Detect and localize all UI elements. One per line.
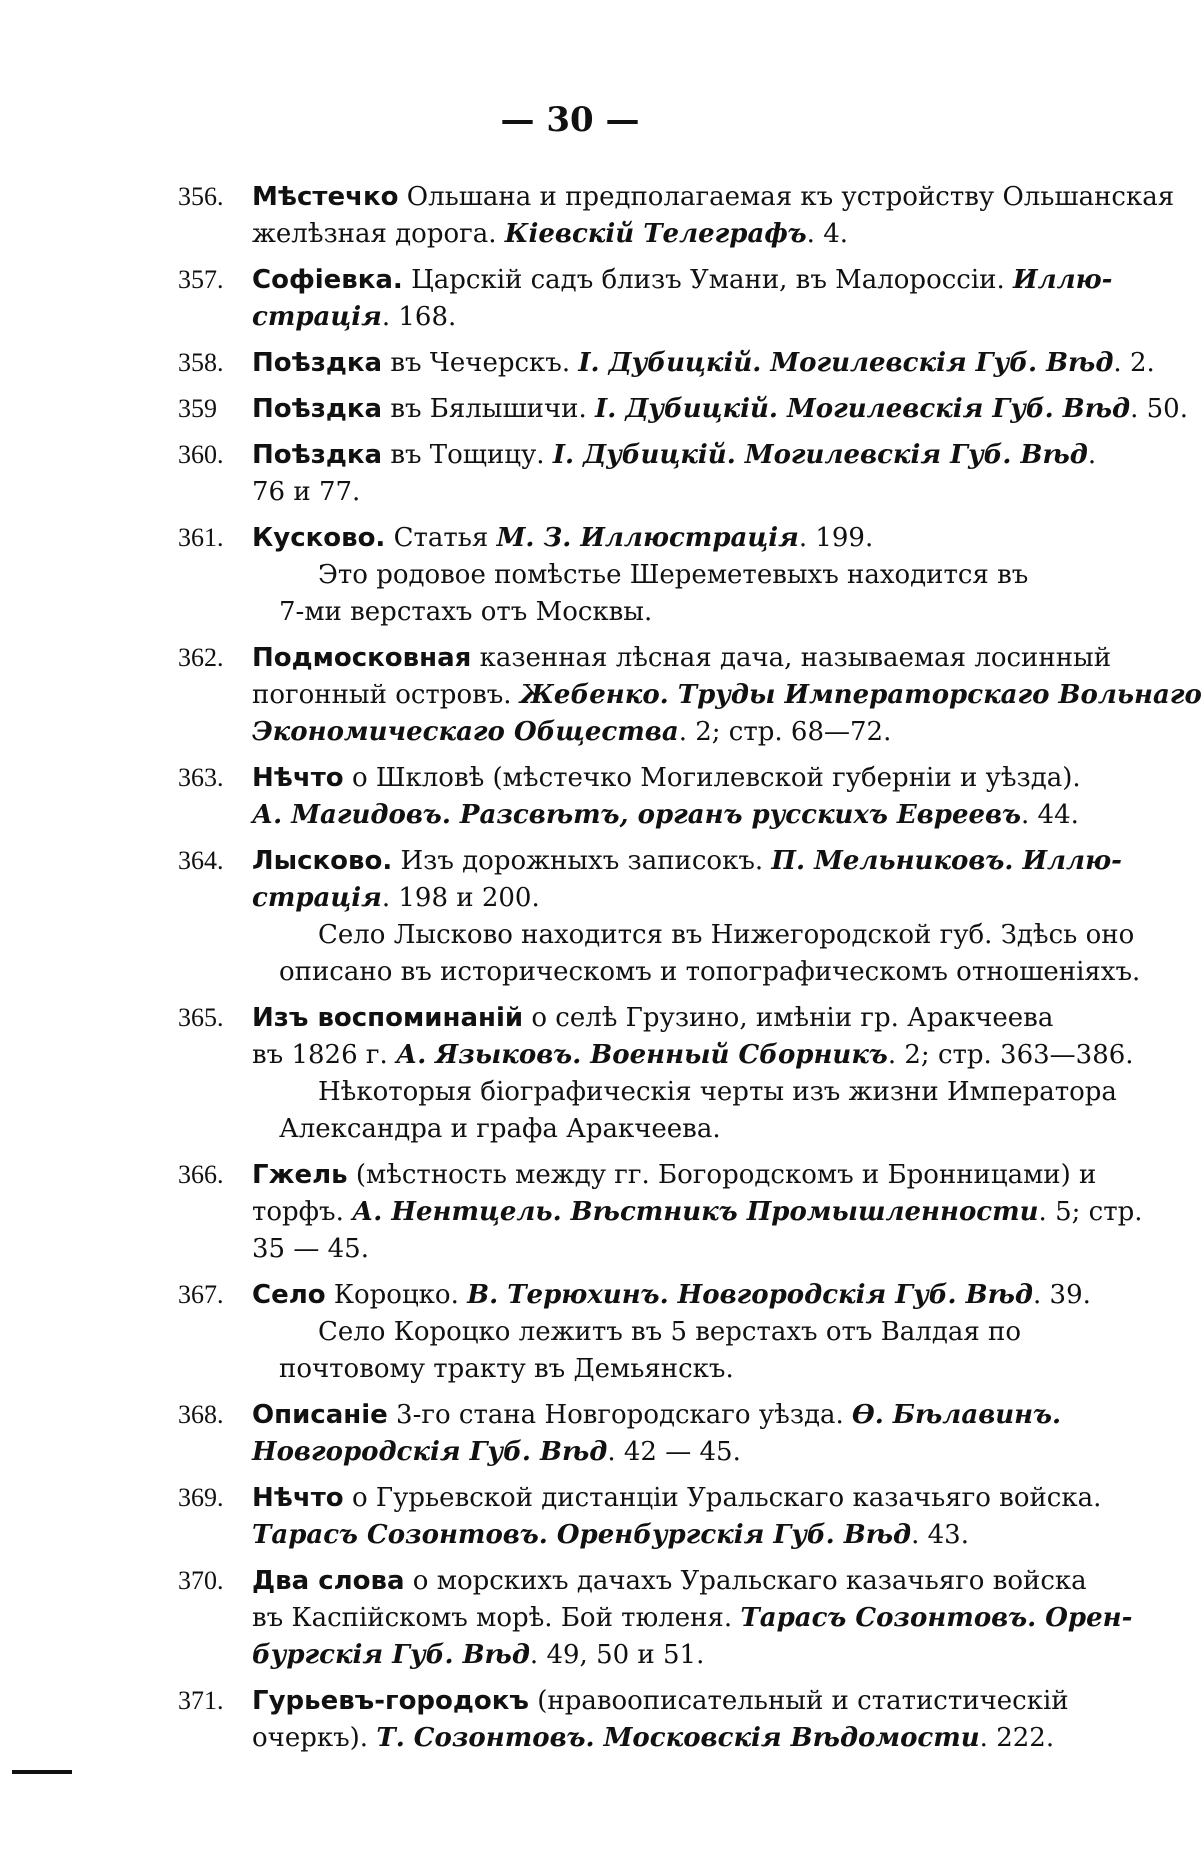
- entry-text: казенная лѣсная дача, называемая лосинный: [471, 643, 1112, 673]
- entry-line: [178, 714, 1088, 751]
- entry-note: Александра и графа Аракчеева.: [279, 1114, 721, 1144]
- entry-text: очеркъ).: [252, 1723, 377, 1753]
- bibliography-entry: [178, 1276, 1091, 1388]
- page-number: — 30 —: [500, 100, 640, 140]
- entry-note: почтовому тракту въ Демьянскъ.: [279, 1354, 734, 1384]
- entry-text: . 198 и 200.: [381, 883, 540, 913]
- entry-text: Статья: [385, 523, 497, 553]
- entry-text: . 39.: [1033, 1280, 1091, 1310]
- entry-text: въ 1826 г.: [252, 1040, 397, 1070]
- bibliography-entry: [178, 1156, 1143, 1268]
- entry-number: 360.: [178, 440, 224, 469]
- entry-text: (нравоописательный и статистическій: [528, 1686, 1069, 1716]
- entry-number: 363.: [178, 763, 224, 792]
- entry-note: Нѣкоторыя біографическія черты изъ жизни Императора: [318, 1077, 1117, 1107]
- entry-text: о Шкловѣ (мѣстечко Могилевской губерніи и уѣзда).: [343, 763, 1081, 793]
- entry-note: Это родовое помѣстье Шереметевыхъ находится въ: [318, 560, 1029, 590]
- entry-text: въ Бялышичи.: [382, 394, 596, 424]
- entry-text: . 4.: [806, 219, 849, 249]
- bibliography-entry: [178, 842, 1141, 991]
- entry-citation: А. Нентцель. Вѣстникъ Промышленности: [352, 1197, 1039, 1227]
- entry-keyword: Мѣстечко: [252, 182, 399, 212]
- entry-line: [178, 299, 1088, 336]
- entry-line: [178, 1276, 1091, 1314]
- entry-citation: Т. Созонтовъ. Московскія Вѣдомости: [376, 1723, 980, 1753]
- entry-text: . 5; стр.: [1038, 1197, 1143, 1227]
- entry-number: 358.: [178, 348, 224, 377]
- bibliography-entry: [178, 344, 1155, 382]
- bibliography-list: [178, 178, 1202, 1765]
- entry-line: [178, 1156, 1097, 1194]
- entry-line: [178, 1720, 1088, 1757]
- entry-line: [178, 759, 1088, 797]
- entry-citation: В. Терюхинъ. Новгородскія Губ. Вѣд: [467, 1280, 1034, 1310]
- entry-line: [178, 216, 1088, 253]
- entry-number: 365.: [178, 1003, 224, 1032]
- entry-citation: Тарасъ Созонтовъ. Орен-: [740, 1603, 1133, 1633]
- entry-note: 7-ми верстахъ отъ Москвы.: [279, 597, 653, 627]
- bibliography-entry: [178, 1562, 1133, 1674]
- entry-number: 366.: [178, 1160, 224, 1189]
- entry-text: о селѣ Грузино, имѣніи гр. Аракчеева: [523, 1003, 1054, 1033]
- entry-number: 371.: [178, 1686, 224, 1715]
- entry-citation: бургскія Губ. Вѣд: [252, 1640, 530, 1670]
- entry-line: [178, 797, 1088, 834]
- entry-text: въ Тощицу.: [382, 440, 553, 470]
- entry-note: Село Лысково находится въ Нижегородской губ. Здѣсь оно: [318, 920, 1135, 950]
- entry-citation: Экономическаго Общества: [252, 717, 679, 747]
- entry-text: (мѣстность между гг. Богородскомъ и Бронницами) и: [347, 1160, 1097, 1190]
- bibliography-entry: [178, 639, 1202, 751]
- entry-line: [178, 344, 1155, 382]
- entry-keyword: Два слова: [252, 1566, 405, 1596]
- entry-text: . 2.: [1113, 348, 1155, 378]
- bibliography-entry: [178, 1479, 1102, 1554]
- entry-number: 368.: [178, 1400, 224, 1429]
- entry-citation: Ѳ. Бѣлавинъ.: [852, 1400, 1062, 1430]
- entry-citation: І. Дубицкій. Могилевскія Губ. Вѣд: [595, 394, 1131, 424]
- entry-keyword: Поѣздка: [252, 440, 383, 470]
- entry-keyword: Кусково.: [252, 523, 386, 553]
- bibliography-entry: [178, 759, 1088, 834]
- entry-text: желѣзная дорога.: [252, 219, 505, 249]
- entry-citation: Кіевскій Телеграфъ: [504, 219, 807, 249]
- entry-line: [178, 1600, 1133, 1637]
- entry-text: . 42 — 45.: [607, 1437, 741, 1467]
- entry-text: о морскихъ дачахъ Уральскаго казачьяго войска: [404, 1566, 1087, 1596]
- entry-citation: Иллю-: [1013, 265, 1113, 295]
- entry-line: [178, 390, 1188, 428]
- entry-keyword: Подмосковная: [252, 643, 472, 673]
- entry-line: [178, 1194, 1143, 1231]
- entry-number: 369.: [178, 1483, 224, 1512]
- entry-keyword: Нѣчто: [252, 1483, 344, 1513]
- entry-text: о Гурьевской дистанціи Уральскаго казачьяго войска.: [343, 1483, 1102, 1513]
- entry-citation: Жебенко. Труды Императорскаго Вольнаго: [519, 680, 1202, 710]
- entry-line: [178, 178, 1175, 216]
- entry-text: 3-го стана Новгородскаго уѣзда.: [387, 1400, 853, 1430]
- entry-keyword: Гжель: [252, 1160, 348, 1190]
- entry-text: . 44.: [1021, 800, 1079, 830]
- entry-line: [178, 1637, 1088, 1674]
- bibliography-entry: [178, 436, 1097, 511]
- entry-citation: І. Дубицкій. Могилевскія Губ. Вѣд: [578, 348, 1114, 378]
- entry-citation: А. Языковъ. Военный Сборникъ: [396, 1040, 888, 1070]
- entry-text: . 50.: [1130, 394, 1188, 424]
- entry-line: [178, 1479, 1102, 1517]
- entry-text: . 199.: [798, 523, 874, 553]
- entry-number: 359: [178, 394, 217, 423]
- entry-citation: страція: [252, 302, 382, 332]
- entry-text: Изъ дорожныхъ записокъ.: [392, 846, 772, 876]
- margin-mark: [12, 1770, 72, 1774]
- entry-citation: Тарасъ Созонтовъ. Оренбургскія Губ. Вѣд: [252, 1520, 912, 1550]
- entry-keyword: Софіевка.: [252, 265, 403, 295]
- entry-keyword: Гурьевъ-городокъ: [252, 1686, 529, 1716]
- entry-number: 357.: [178, 265, 224, 294]
- entry-text: . 49, 50 и 51.: [529, 1640, 705, 1670]
- entry-line: [178, 842, 1122, 880]
- entry-line: [178, 436, 1097, 474]
- bibliography-entry: [178, 1396, 1088, 1471]
- entry-number: 367.: [178, 1280, 224, 1309]
- entry-text: Царскій садъ близъ Умани, въ Малороссіи.: [402, 265, 1014, 295]
- entry-line: [178, 261, 1113, 299]
- bibliography-entry: [178, 999, 1134, 1148]
- entry-line: [178, 1434, 1088, 1471]
- entry-number: 356.: [178, 182, 224, 211]
- entry-line: [178, 639, 1112, 677]
- entry-keyword: Описаніе: [252, 1400, 388, 1430]
- entry-line: [178, 1231, 1088, 1268]
- entry-line: [178, 519, 1088, 557]
- entry-text: . 222.: [979, 1723, 1055, 1753]
- entry-text: . 2; стр. 363—386.: [887, 1040, 1134, 1070]
- bibliography-entry: [178, 390, 1188, 428]
- entry-text: . 43.: [911, 1520, 969, 1550]
- entry-text: 35 — 45.: [252, 1234, 369, 1264]
- entry-line: [178, 474, 1088, 511]
- bibliography-entry: [178, 261, 1113, 336]
- entry-keyword: Изъ воспоминаній: [252, 1003, 524, 1033]
- entry-text: торфъ.: [252, 1197, 353, 1227]
- entry-text: Ольшана и предполагаемая къ устройству Ольшанская: [398, 182, 1175, 212]
- entry-text: Короцко.: [325, 1280, 468, 1310]
- entry-number: 362.: [178, 643, 224, 672]
- entry-number: 370.: [178, 1566, 224, 1595]
- entry-line: [178, 1517, 1088, 1554]
- entry-text: погонный островъ.: [252, 680, 520, 710]
- bibliography-entry: [178, 519, 1088, 631]
- entry-line: [178, 880, 1088, 917]
- entry-citation: П. Мельниковъ. Иллю-: [771, 846, 1122, 876]
- entry-citation: страція: [252, 883, 382, 913]
- entry-citation: М. З. Иллюстрація: [496, 523, 799, 553]
- entry-note: Село Короцко лежитъ въ 5 верстахъ отъ Валдая по: [318, 1317, 1021, 1347]
- entry-keyword: Село: [252, 1280, 326, 1310]
- entry-keyword: Поѣздка: [252, 394, 383, 424]
- entry-keyword: Лысково.: [252, 846, 393, 876]
- entry-citation: Новгородскія Губ. Вѣд: [252, 1437, 608, 1467]
- entry-line: [178, 1562, 1088, 1600]
- entry-keyword: Поѣздка: [252, 348, 383, 378]
- entry-line: [178, 677, 1202, 714]
- entry-text: . 2; стр. 68—72.: [678, 717, 892, 747]
- entry-number: 361.: [178, 523, 224, 552]
- entry-text: въ Каспійскомъ морѣ. Бой тюленя.: [252, 1603, 741, 1633]
- entry-citation: А. Магидовъ. Разсвѣтъ, органъ русскихъ Евреевъ: [252, 800, 1022, 830]
- entry-text: въ Чечерскъ.: [382, 348, 579, 378]
- entry-line: [178, 999, 1088, 1037]
- bibliography-entry: [178, 178, 1175, 253]
- entry-text: .: [1087, 440, 1097, 470]
- entry-text: . 168.: [381, 302, 457, 332]
- entry-number: 364.: [178, 846, 224, 875]
- entry-line: [178, 1396, 1088, 1434]
- entry-keyword: Нѣчто: [252, 763, 344, 793]
- entry-line: [178, 1037, 1134, 1074]
- entry-note: описано въ историческомъ и топографическомъ отношеніяхъ.: [279, 957, 1141, 987]
- bibliography-entry: [178, 1682, 1088, 1757]
- entry-line: [178, 1682, 1088, 1720]
- entry-citation: І. Дубицкій. Могилевскія Губ. Вѣд: [552, 440, 1088, 470]
- entry-text: 76 и 77.: [252, 477, 361, 507]
